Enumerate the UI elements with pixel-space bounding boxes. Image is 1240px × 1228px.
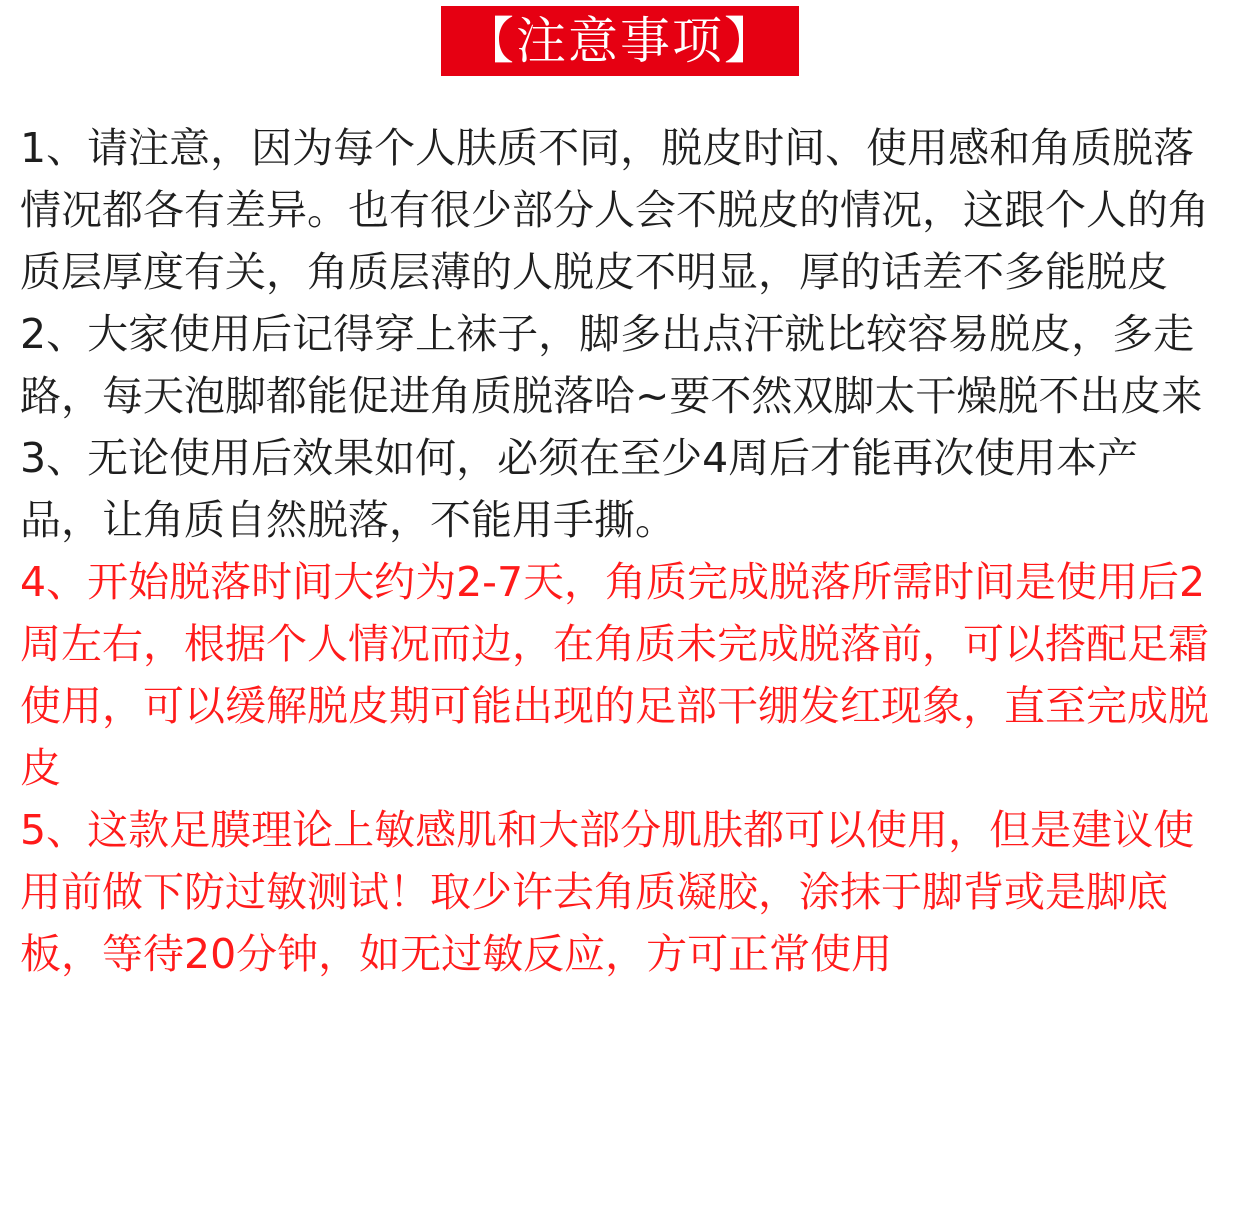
page-title: 【注意事项】	[441, 6, 799, 76]
note-item-4-warning: 4、开始脱落时间大约为2-7天，角质完成脱落所需时间是使用后2周左右，根据个人情况而边，在角质未完成脱落前，可以搭配足霜使用，可以缓解脱皮期可能出现的足部干绷发红现象，直至完成脱皮	[20, 558, 1209, 792]
notes-list	[20, 117, 1220, 985]
note-item-2: 2、大家使用后记得穿上袜子，脚多出点汗就比较容易脱皮，多走路，每天泡脚都能促进角质脱落哈~要不然双脚太干燥脱不出皮来	[20, 310, 1203, 420]
note-item-3: 3、无论使用后效果如何，必须在至少4周后才能再次使用本产品，让角质自然脱落，不能用手撕。	[20, 434, 1139, 544]
note-item-1: 1、请注意，因为每个人肤质不同，脱皮时间、使用感和角质脱落情况都各有差异。也有很少部分人会不脱皮的情况，这跟个人的角质层厚度有关，角质层薄的人脱皮不明显，厚的话差不多能脱皮	[20, 124, 1209, 296]
title-banner	[0, 6, 1240, 76]
note-item-5-warning: 5、这款足膜理论上敏感肌和大部分肌肤都可以使用，但是建议使用前做下防过敏测试！取少许去角质凝胶，涂抹于脚背或是脚底板，等待20分钟，如无过敏反应，方可正常使用	[20, 806, 1195, 978]
